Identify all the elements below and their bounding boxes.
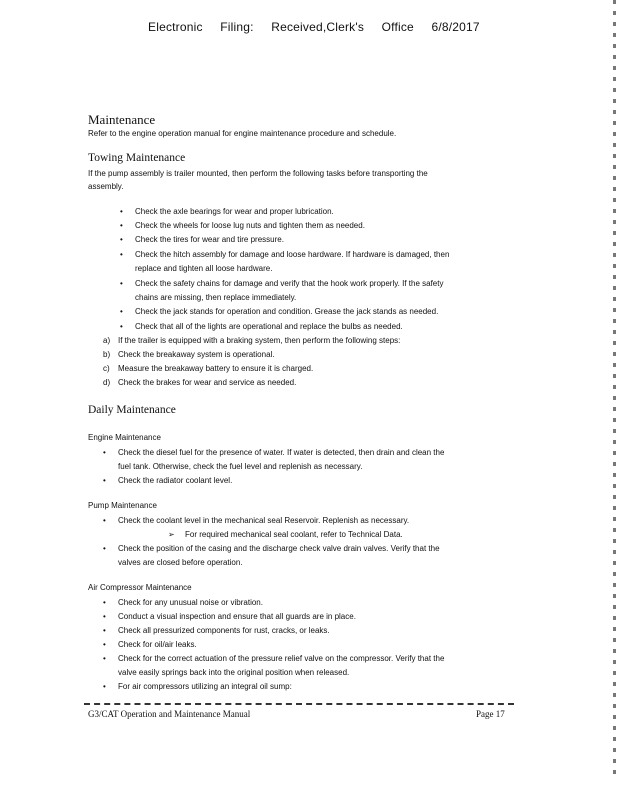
bullet-marker: • [103,448,106,457]
list-item: Conduct a visual inspection and ensure that all guards are in place. [118,612,356,621]
step-text: Measure the breakaway battery to ensure it is charged. [118,364,314,373]
list-item-continuation: valves are closed before operation. [118,558,243,567]
list-item: Check the axle bearings for wear and proper lubrication. [135,207,334,216]
towing-heading: Towing Maintenance [88,152,186,164]
list-item-continuation: fuel tank. Otherwise, check the fuel level and replenish as necessary. [118,462,363,471]
list-item-continuation: replace and tighten all loose hardware. [135,264,273,273]
list-item: Check the diesel fuel for the presence of water. If water is detected, then drain and clean the [118,448,445,457]
engine-subheading: Engine Maintenance [88,433,161,442]
list-item: Check for oil/air leaks. [118,640,197,649]
filing-stamp [148,20,494,34]
footer-manual-title: G3/CAT Operation and Maintenance Manual [88,709,251,719]
bullet-marker: • [120,307,123,316]
step-letter: d) [103,378,111,387]
footer-rule [84,703,514,705]
list-item: Check for the correct actuation of the pressure relief valve on the compressor. Verify that the [118,654,445,663]
list-item: Check the safety chains for damage and verify that the hook work properly. If the safety [135,279,444,288]
arrow-bullet-icon: ➢ [168,530,175,539]
towing-intro-line: assembly. [88,182,124,191]
bullet-marker: • [103,654,106,663]
step-letter: a) [103,336,111,345]
step-letter: c) [103,364,110,373]
list-item: For air compressors utilizing an integral oil sump: [118,682,292,691]
bullet-marker: • [103,516,106,525]
stamp-word: Filing: [220,20,254,34]
bullet-marker: • [120,322,123,331]
list-item: Check the coolant level in the mechanical seal Reservoir. Replenish as necessary. [118,516,410,525]
list-item: Check the radiator coolant level. [118,476,233,485]
maintenance-intro: Refer to the engine operation manual for engine maintenance procedure and schedule. [88,129,397,138]
list-item: Check that all of the lights are operational and replace the bulbs as needed. [135,322,403,331]
bullet-marker: • [103,640,106,649]
list-item: Check the position of the casing and the discharge check valve drain valves. Verify that the [118,544,440,553]
bullet-marker: • [120,221,123,230]
towing-intro-line: If the pump assembly is trailer mounted, then perform the following tasks before transporting the [88,169,428,178]
daily-heading: Daily Maintenance [88,404,176,416]
stamp-word: Electronic [148,20,203,34]
list-item: Check all pressurized components for rust, cracks, or leaks. [118,626,330,635]
stamp-word: Received,Clerk's [271,20,365,34]
step-text: Check the brakes for wear and service as needed. [118,378,297,387]
step-letter: b) [103,350,111,359]
bullet-marker: • [120,279,123,288]
stamp-word: Office [381,20,414,34]
bullet-marker: • [103,682,106,691]
bullet-marker: • [103,598,106,607]
maintenance-heading: Maintenance [88,112,156,127]
list-item-continuation: valve easily springs back into the original position when released. [118,668,350,677]
air-compressor-subheading: Air Compressor Maintenance [88,583,192,592]
list-item-continuation: chains are missing, then replace immediately. [135,293,297,302]
list-item: Check the jack stands for operation and condition. Grease the jack stands as needed. [135,307,439,316]
step-text: Check the breakaway system is operational. [118,350,275,359]
stamp-date: 6/8/2017 [431,20,480,34]
bullet-marker: • [120,250,123,259]
pump-subheading: Pump Maintenance [88,501,157,510]
list-item: Check the tires for wear and tire pressure. [135,235,284,244]
sub-note: For required mechanical seal coolant, refer to Technical Data. [185,530,403,539]
list-item: Check the wheels for loose lug nuts and tighten them as needed. [135,221,365,230]
list-item: Check for any unusual noise or vibration. [118,598,263,607]
bullet-marker: • [103,626,106,635]
bullet-marker: • [120,207,123,216]
bullet-marker: • [103,476,106,485]
footer-page-number: Page 17 [476,709,505,719]
step-text: If the trailer is equipped with a braking system, then perform the following steps: [118,336,401,345]
bullet-marker: • [103,612,106,621]
list-item: Check the hitch assembly for damage and loose hardware. If hardware is damaged, then [135,250,450,259]
scan-edge-artifact [613,0,616,780]
bullet-marker: • [103,544,106,553]
bullet-marker: • [120,235,123,244]
